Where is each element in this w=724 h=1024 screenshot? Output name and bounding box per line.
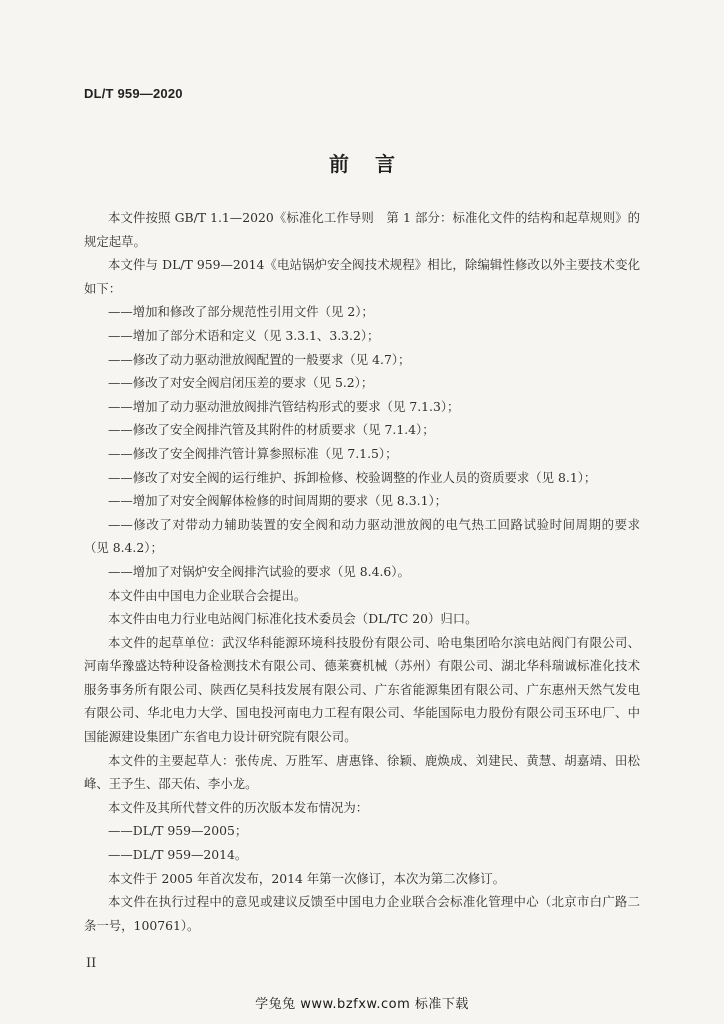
list-item: ——DL/T 959—2014。 [108, 847, 248, 863]
list-item: ——增加和修改了部分规范性引用文件（见 2）； [108, 304, 374, 320]
page-title: 前言 [329, 152, 421, 176]
list-item: ——DL/T 959—2005； [108, 823, 248, 839]
paragraph: 本文件于 2005 年首次发布，2014 年第一次修订，本次为第二次修订。 [108, 870, 506, 886]
list-item: ——修改了安全阀排汽管及其附件的材质要求（见 7.1.4）； [108, 422, 435, 438]
paragraph: 本文件按照 GB/T 1.1—2020《标准化工作导则 第 1 部分：标准化文件的结构和起草规则》的规定起草。 [84, 210, 640, 249]
list-item: ——增加了对安全阀解体检修的时间周期的要求（见 8.3.1）； [108, 493, 448, 509]
paragraph: 本文件的起草单位：武汉华科能源环境科技股份有限公司、哈电集团哈尔滨电站阀门有限公司、河南华豫盛达特种设备检测技术有限公司、德莱赛机械（苏州）有限公司、湖北华科瑞诚标准化技术服务事务所有限公司、陕西亿昊科技发展有限公司、广东省能源集团有限公司、广东惠州天然气发电有限公司、华北电力大学、国电投河南电力工程有限公司、华能国际电力股份有限公司玉环电厂、中国能源建设集团广东省电力设计研究院有限公司。 [84, 634, 640, 745]
list-item: ——修改了安全阀排汽管计算参照标准（见 7.1.5）； [108, 445, 398, 461]
list-item: ——增加了动力驱动泄放阀排汽管结构形式的要求（见 7.1.3）； [108, 398, 460, 414]
paragraph: 本文件由中国电力企业联合会提出。 [108, 587, 307, 603]
paragraph: 本文件在执行过程中的意见或建议反馈至中国电力企业联合会标准化管理中心（北京市白广路二条一号，100761）。 [84, 894, 640, 933]
paragraph: 本文件及其所代替文件的历次版本发布情况为： [108, 799, 369, 815]
list-item: ——修改了对安全阀的运行维护、拆卸检修、校验调整的作业人员的资质要求（见 8.1）； [108, 469, 597, 485]
paragraph: 本文件的主要起草人：张传虎、万胜军、唐惠锋、徐颖、鹿焕成、刘建民、黄慧、胡嘉靖、田松峰、王予生、邵天佑、李小龙。 [84, 752, 640, 792]
list-item: ——修改了对带动力辅助装置的安全阀和动力驱动泄放阀的电气热工回路试验时间周期的要求（见 8.4.2）； [84, 516, 640, 556]
foreword-body [84, 206, 640, 937]
list-item: ——修改了动力驱动泄放阀配置的一般要求（见 4.7）； [108, 351, 411, 367]
page-number: II [86, 956, 97, 971]
download-watermark: 学兔兔 www.bzfxw.com 标准下载 [255, 997, 469, 1012]
paragraph: 本文件由电力行业电站阀门标准化技术委员会（DL/TC 20）归口。 [108, 611, 478, 627]
list-item: ——增加了部分术语和定义（见 3.3.1、3.3.2）； [108, 327, 380, 343]
document-code: DL/T 959—2020 [84, 86, 183, 101]
list-item: ——增加了对锅炉安全阀排汽试验的要求（见 8.4.6）。 [108, 563, 410, 579]
list-item: ——修改了对安全阀启闭压差的要求（见 5.2）； [108, 375, 374, 391]
paragraph: 本文件与 DL/T 959—2014《电站锅炉安全阀技术规程》相比，除编辑性修改以外主要技术变化如下： [84, 257, 640, 296]
